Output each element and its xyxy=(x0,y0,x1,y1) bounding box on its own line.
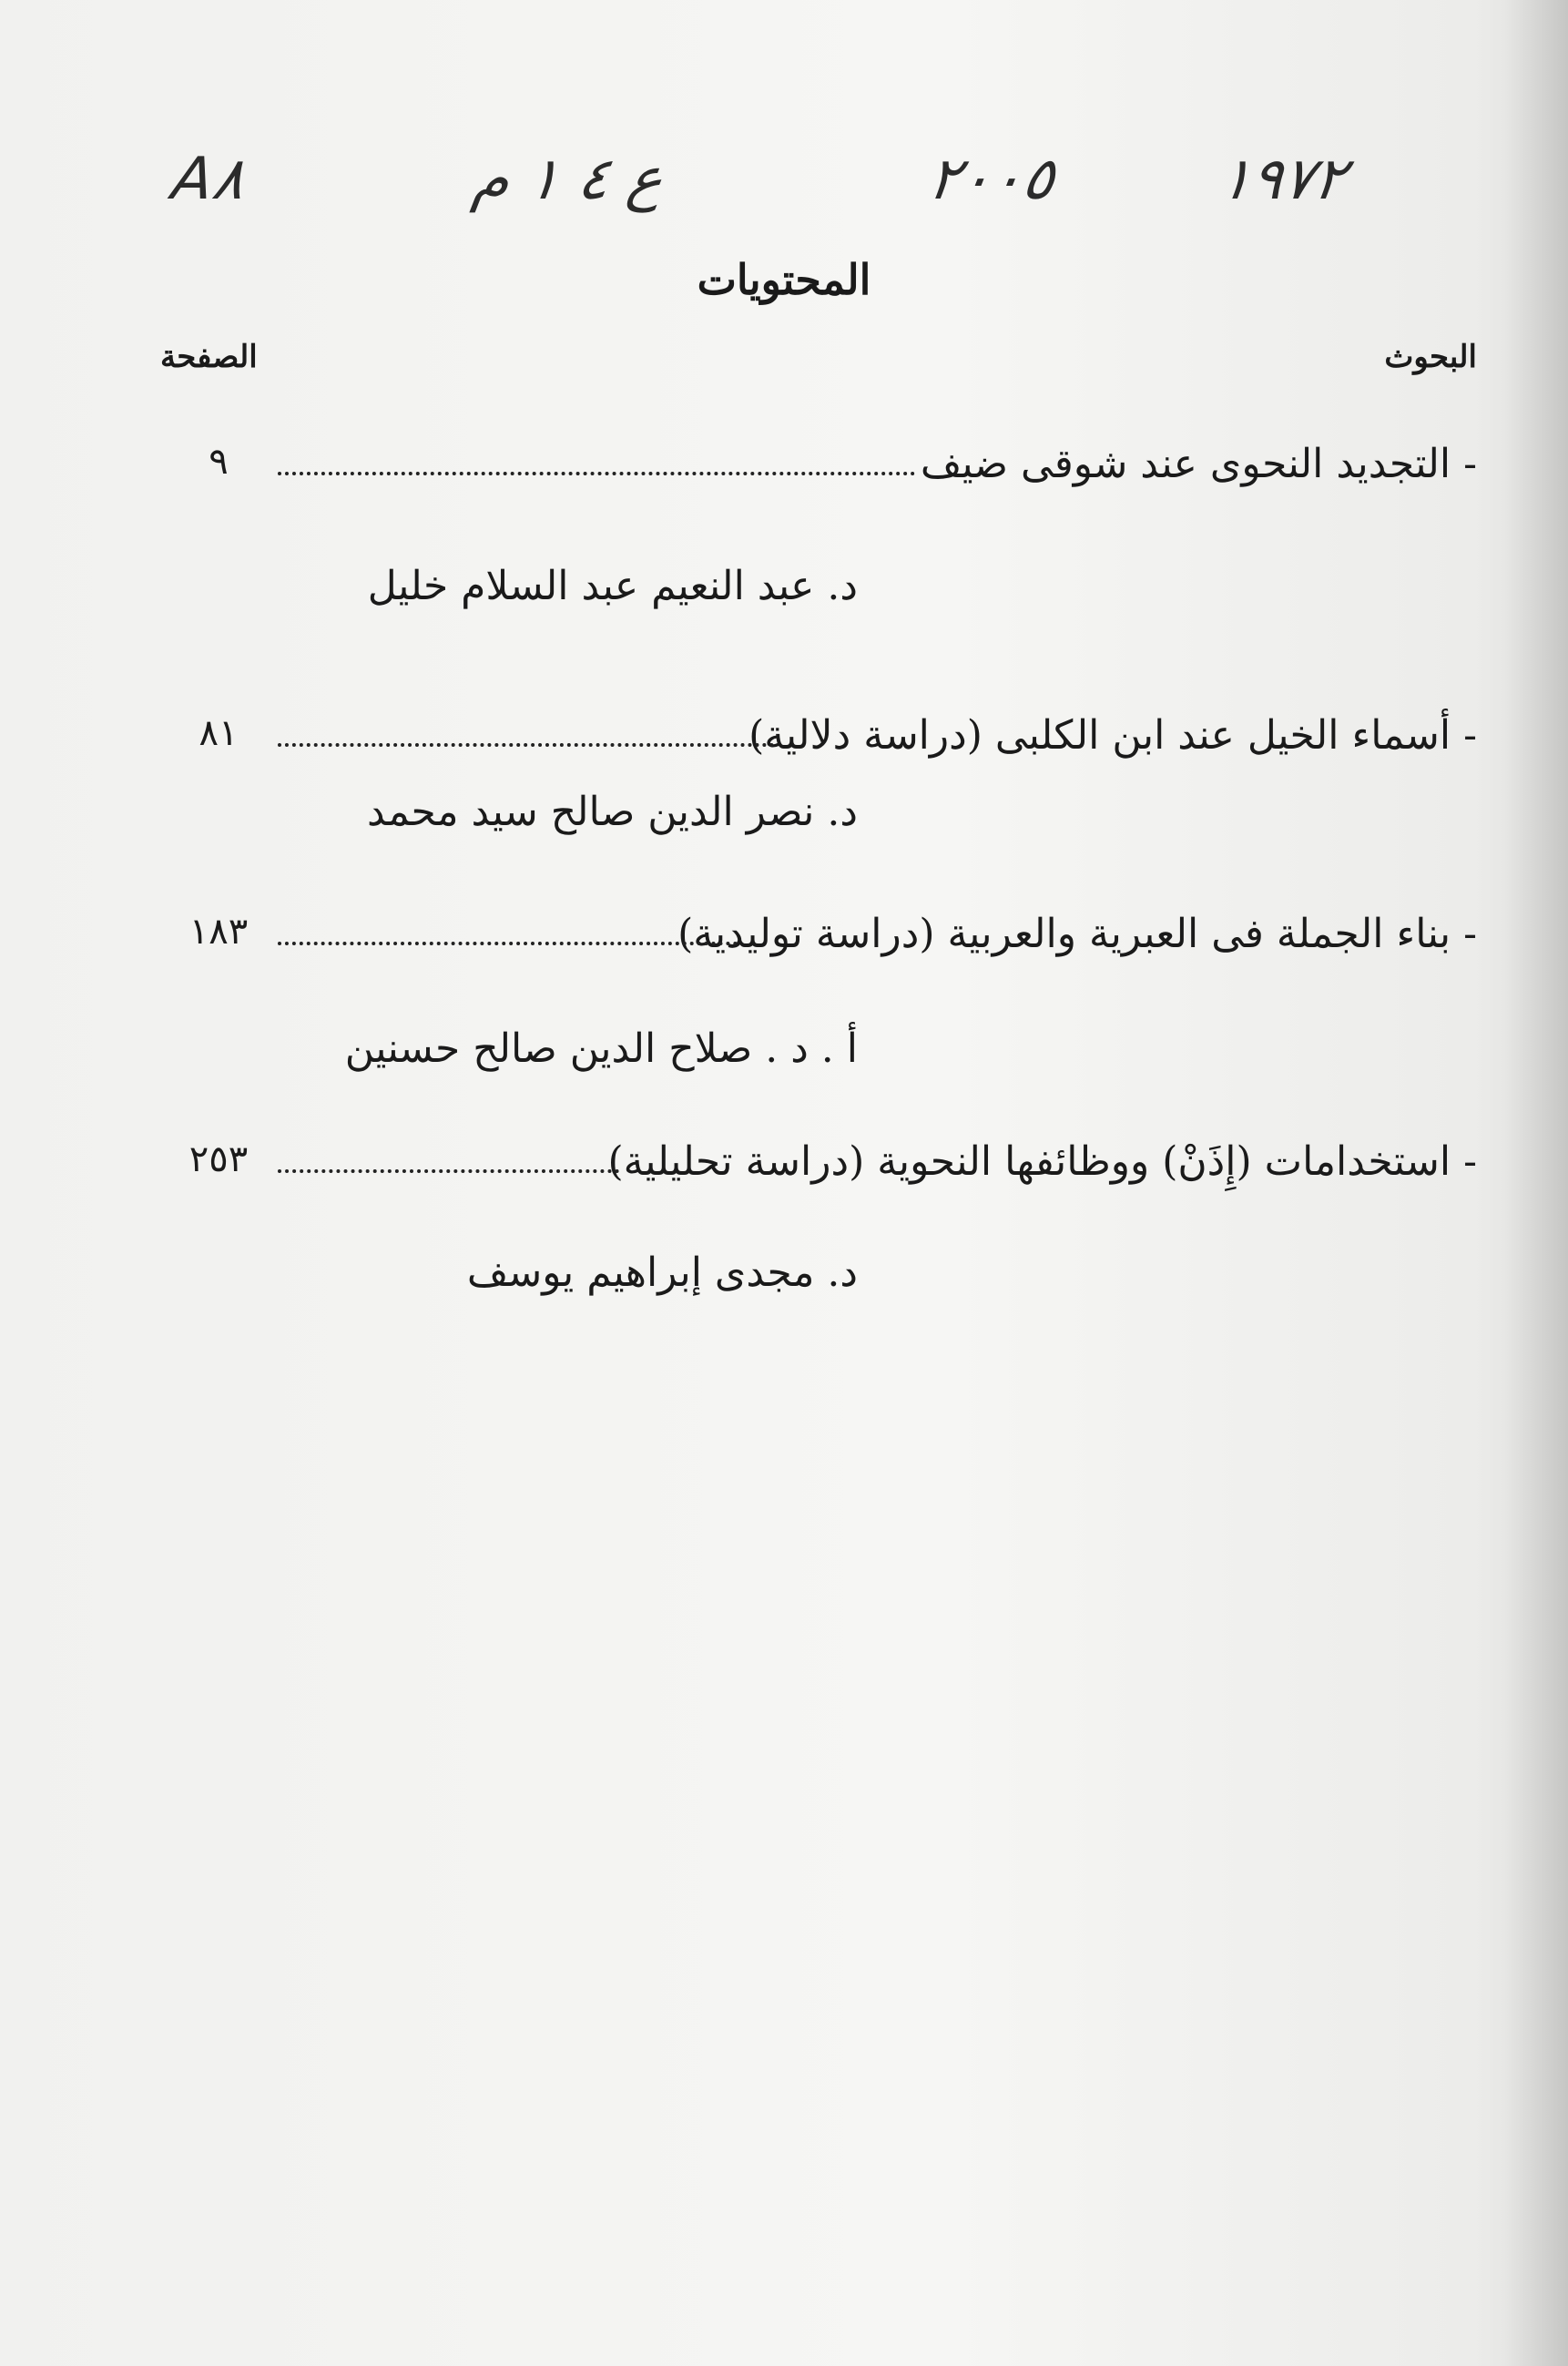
toc-entry-page: ٢٥٣ xyxy=(188,1138,249,1180)
handwritten-annotation xyxy=(168,146,1411,246)
handwriting-number: ١٩٧٢ xyxy=(1215,146,1350,213)
toc-entry-title: - استخدامات (إِذَنْ) ووظائفها النحوية (دراسة تحليلية) xyxy=(607,1138,1477,1185)
handwriting-letters: ع ٤ ١ م xyxy=(468,146,667,213)
toc-entry xyxy=(0,1138,1568,1202)
dot-leader xyxy=(278,942,738,945)
toc-entry-author: د. مجدى إبراهيم يوسف xyxy=(466,1249,858,1296)
dot-leader xyxy=(278,743,774,747)
toc-entry-author: د. عبد النعيم عبد السلام خليل xyxy=(367,563,858,609)
dot-leader xyxy=(278,472,915,475)
toc-entry-title: - بناء الجملة فى العبرية والعربية (دراسة توليدية) xyxy=(677,911,1477,957)
toc-entry-page: ٨١ xyxy=(199,712,239,754)
toc-entry xyxy=(0,441,1568,505)
toc-entry-page: ٩ xyxy=(209,441,229,483)
toc-entry xyxy=(0,712,1568,776)
toc-entry-title: - التجديد النحوى عند شوقى ضيف xyxy=(920,441,1477,487)
dot-leader xyxy=(278,1169,619,1173)
page-title: المحتويات xyxy=(697,255,871,304)
column-header-research: البحوث xyxy=(1384,339,1477,375)
toc-entry-author: أ . د . صلاح الدين صالح حسنين xyxy=(344,1025,858,1072)
toc-entry xyxy=(0,911,1568,974)
handwriting-code: A٨ xyxy=(168,146,249,213)
toc-entry-author: د. نصر الدين صالح سيد محمد xyxy=(367,789,858,835)
toc-entry-page: ١٨٣ xyxy=(188,911,249,953)
toc-entry-title: - أسماء الخيل عند ابن الكلبى (دراسة دلالية) xyxy=(748,712,1477,759)
handwriting-year: ٢٠٠٥ xyxy=(923,146,1059,213)
column-header-page: الصفحة xyxy=(160,339,258,375)
